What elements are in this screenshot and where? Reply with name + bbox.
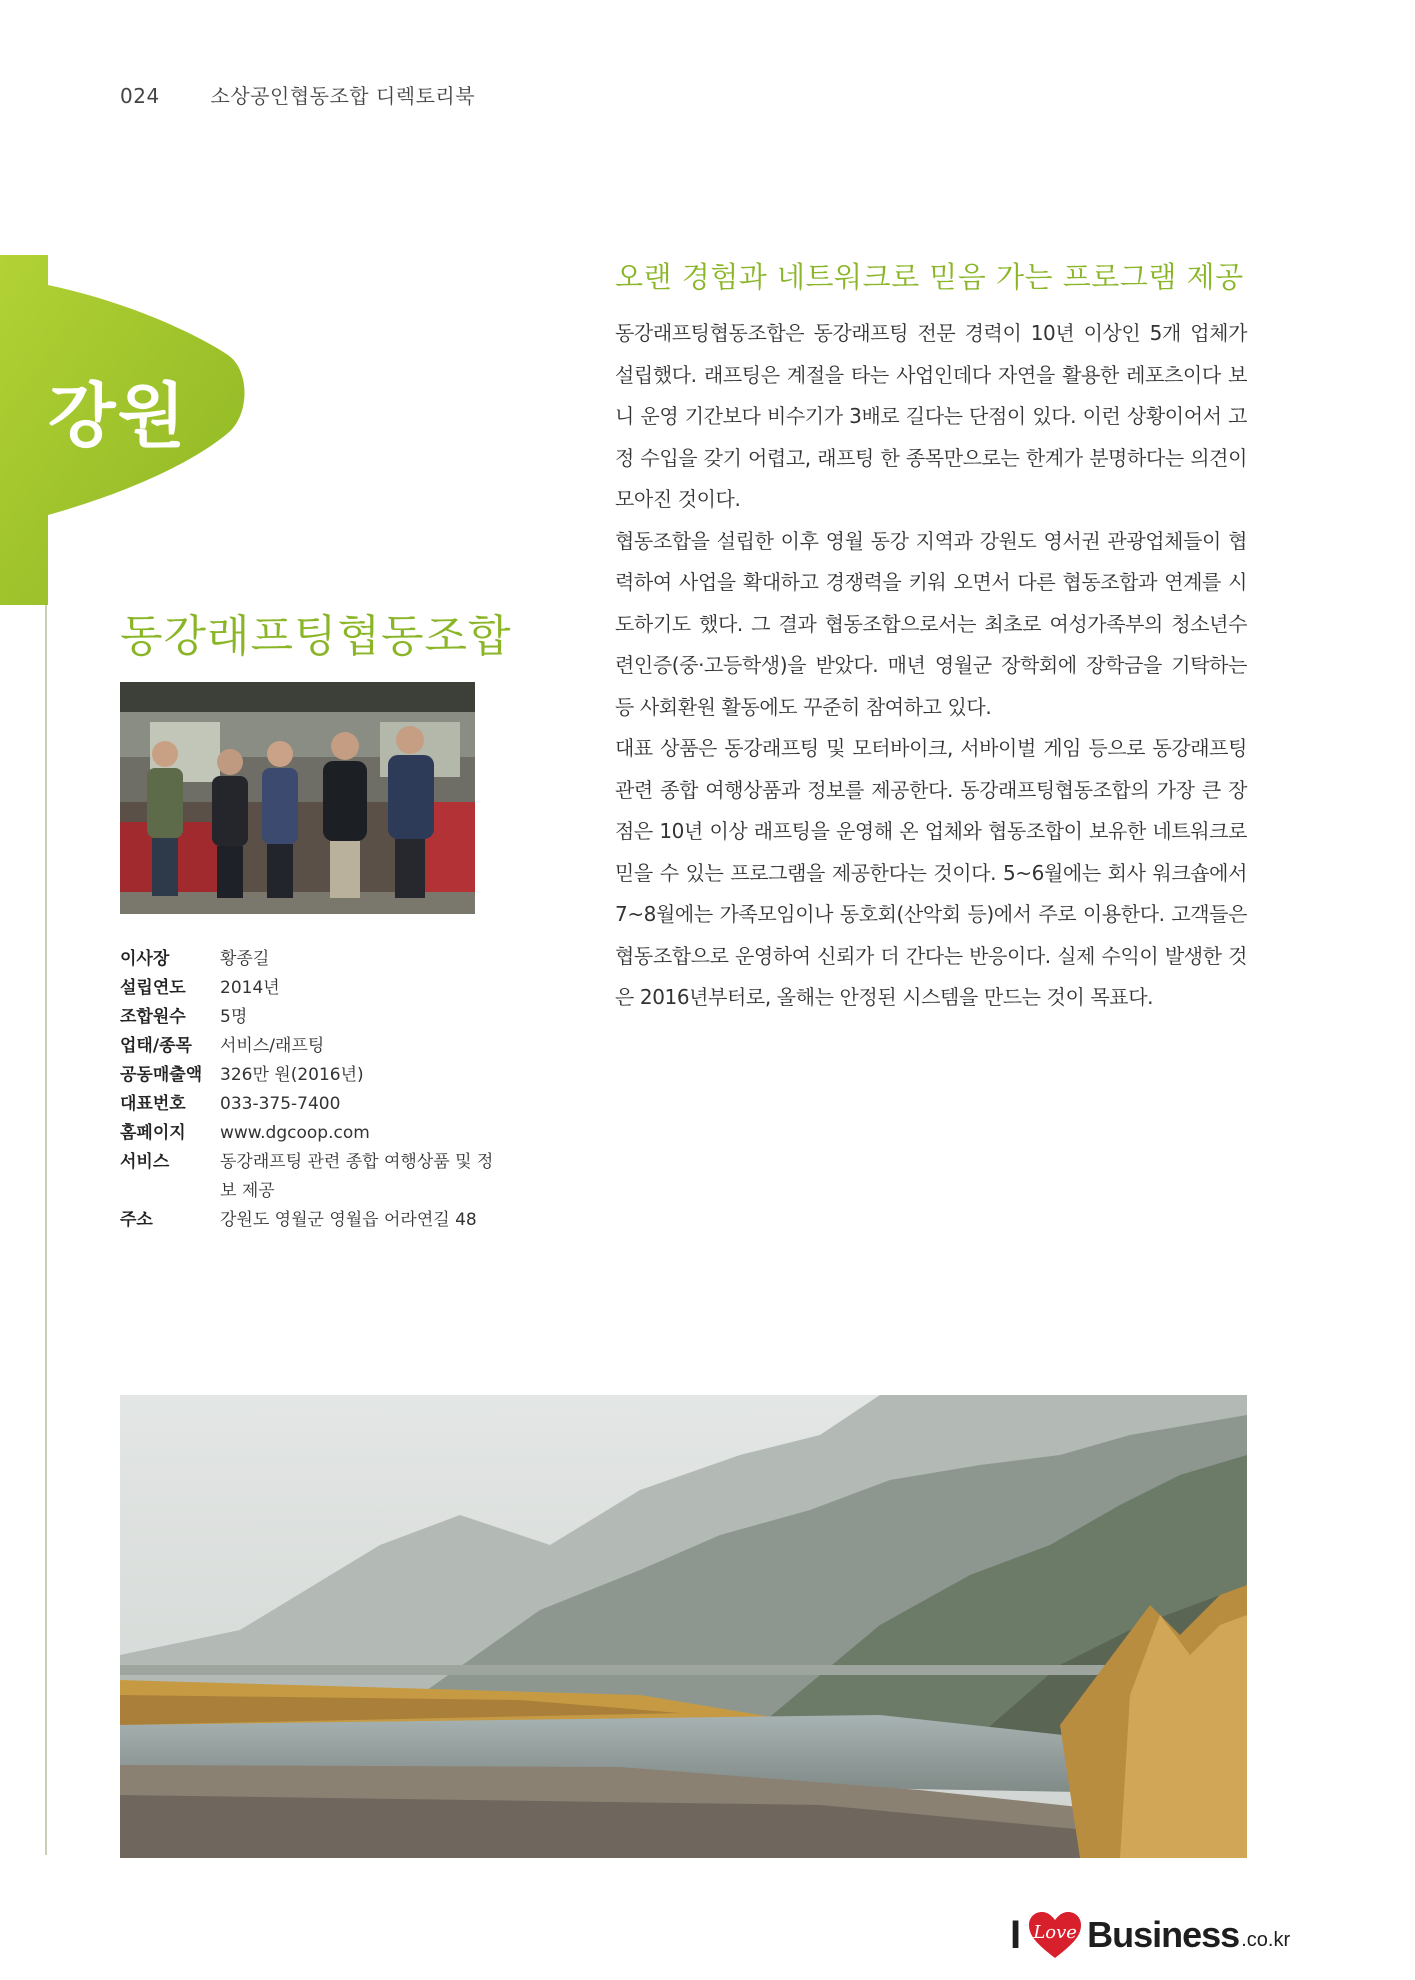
info-key: 대표번호 (120, 1094, 186, 1114)
info-key: 서비스 (120, 1152, 170, 1172)
company-info (120, 945, 500, 1235)
page-number: 024 (120, 84, 160, 108)
info-key: 주소 (120, 1210, 153, 1230)
info-key: 홈페이지 (120, 1123, 186, 1143)
heart-icon (1027, 1910, 1083, 1960)
info-key: 조합원수 (120, 1007, 186, 1027)
info-value: 2014년 (220, 978, 280, 998)
running-head (120, 80, 475, 109)
info-row (120, 1090, 500, 1119)
info-row (120, 1032, 500, 1061)
footer-logo (1010, 1910, 1290, 1960)
article-heading: 오랜 경험과 네트워크로 믿음 가는 프로그램 제공 (615, 260, 1244, 294)
logo-letter-i: I (1010, 1912, 1022, 1957)
region-label: 강원 (48, 375, 188, 457)
homepage-link[interactable]: www.dgcoop.com (220, 1123, 370, 1143)
company-name: 동강래프팅협동조합 (120, 611, 512, 662)
logo-domain: .co.kr (1241, 1928, 1291, 1951)
article-paragraph: 협동조합을 설립한 이후 영월 동강 지역과 강원도 영서권 관광업체들이 협력하여 사업을 확대하고 경쟁력을 키워 오면서 다른 협동조합과 연계를 시도하기도 했다. 그 결과 협동조합으로서는 최초로 여성가족부의 청소년수련인증(중·고등학생)을 받았다. 매년 영월군 장학회에 장학금을 기탁하는 등 사회환원 활동에도 꾸준히 참여하고 있다. (615, 528, 1247, 719)
book-title: 소상공인협동조합 디렉토리북 (210, 84, 476, 108)
info-row (120, 945, 500, 974)
info-value: 강원도 영월군 영월읍 어라연길 48 (220, 1210, 477, 1230)
logo-business: Business (1087, 1914, 1240, 1955)
info-key: 설립연도 (120, 978, 186, 998)
info-value: 서비스/래프팅 (220, 1036, 325, 1056)
info-key: 업태/종목 (120, 1036, 192, 1056)
logo-love: Love (1033, 1922, 1077, 1943)
info-key: 공동매출액 (120, 1065, 203, 1085)
article-body (615, 313, 1247, 1019)
info-row (120, 1119, 500, 1148)
info-value: 5명 (220, 1007, 248, 1027)
info-value: 동강래프팅 관련 종합 여행상품 및 정보 제공 (220, 1152, 494, 1201)
info-row (120, 1003, 500, 1032)
info-row (120, 1061, 500, 1090)
article-paragraph: 동강래프팅협동조합은 동강래프팅 전문 경력이 10년 이상인 5개 업체가 설립했다. 래프팅은 계절을 타는 사업인데다 자연을 활용한 레포츠이다 보니 운영 기간보다 비수기가 3배로 길다는 단점이 있다. 이런 상황이어서 고정 수입을 갖기 어렵고, 래프팅 한 종목만으로는 한계가 분명하다는 의견이 모아진 것이다. (615, 321, 1247, 511)
info-key: 이사장 (120, 949, 170, 969)
article-paragraph: 대표 상품은 동강래프팅 및 모터바이크, 서바이벌 게임 등으로 동강래프팅 관련 종합 여행상품과 정보를 제공한다. 동강래프팅협동조합의 가장 큰 장점은 10년 이상 래프팅을 운영해 온 업체와 협동조합이 보유한 네트워크로 믿을 수 있는 프로그램을 제공한다는 것이다. 5~6월에는 회사 워크숍에서 7~8월에는 가족모임이나 동호회(산악회 등)에서 주로 이용한다. 고객들은 협동조합으로 운영하여 신뢰가 더 간다는 반응이다. 실제 수익이 발생한 것은 2016년부터로, 올해는 안정된 시스템을 만드는 것이 목표다. (615, 736, 1247, 1009)
river-landscape-photo (120, 1395, 1247, 1858)
info-row (120, 1148, 500, 1206)
info-row (120, 974, 500, 1003)
info-value: 황종길 (220, 949, 270, 969)
team-photo (120, 682, 475, 914)
info-value: 326만 원(2016년) (220, 1065, 364, 1085)
info-value: 033-375-7400 (220, 1094, 341, 1114)
info-row (120, 1206, 500, 1235)
